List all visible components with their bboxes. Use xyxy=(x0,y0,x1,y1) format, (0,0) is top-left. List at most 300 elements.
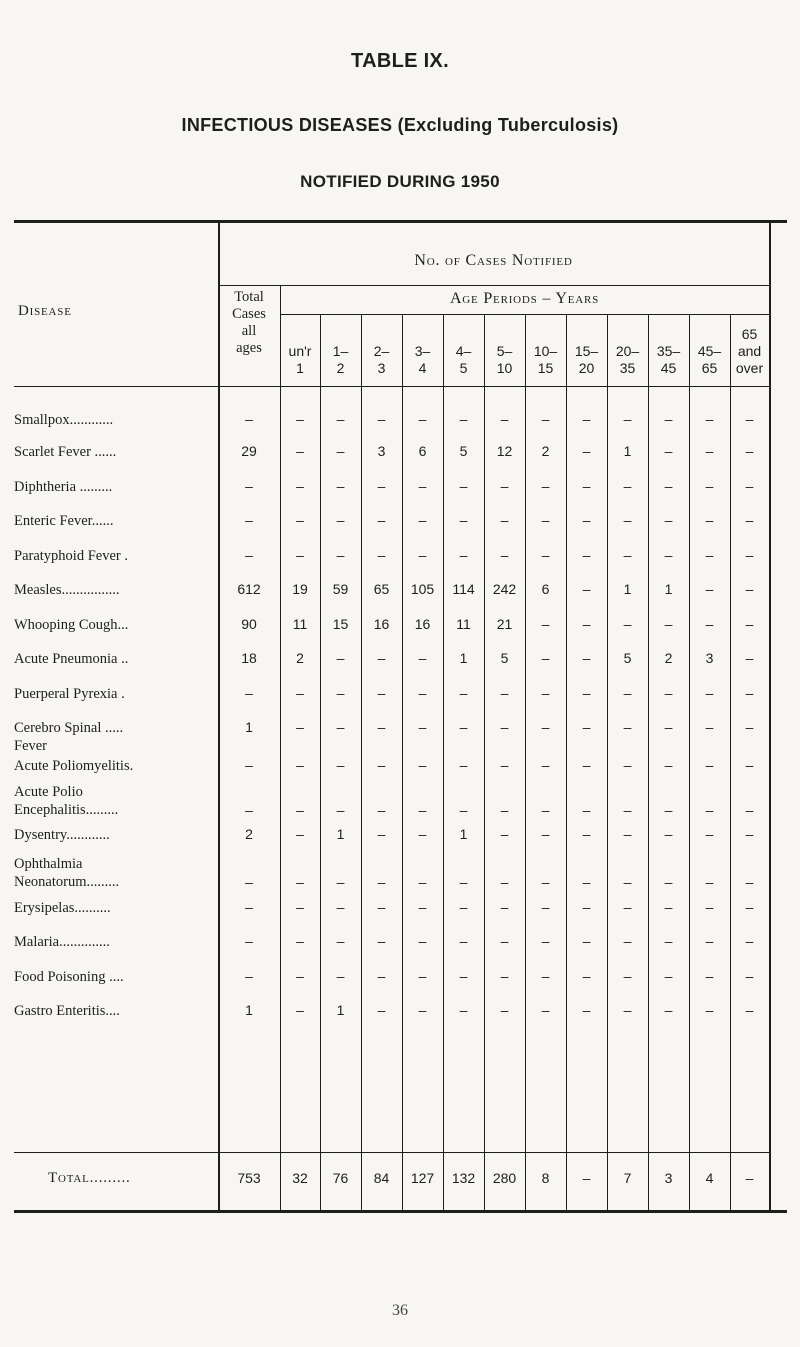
table-cell: – xyxy=(705,826,714,842)
disease-name-line: Dysentry............ xyxy=(14,827,110,843)
table-cell: – xyxy=(705,719,714,735)
table-cell: – xyxy=(418,826,427,842)
table-cell: – xyxy=(245,685,253,701)
table-cell: 15 xyxy=(332,616,349,632)
table-cell: 1 xyxy=(459,826,468,842)
table-cell: – xyxy=(418,802,427,818)
table-cell: – xyxy=(623,933,632,949)
table-cell: – xyxy=(582,581,591,597)
table-cell: – xyxy=(745,933,754,949)
horizontal-rule xyxy=(14,386,770,387)
age-label-line: 35– xyxy=(656,343,681,359)
table-cell: – xyxy=(745,802,754,818)
table-cell: – xyxy=(459,899,468,915)
table-cell: – xyxy=(745,581,754,597)
table-cell: – xyxy=(377,899,386,915)
table-cell: – xyxy=(541,899,550,915)
disease-name-line: Cerebro Spinal ..... xyxy=(14,720,124,736)
table-cell: – xyxy=(541,802,550,818)
table-cell: – xyxy=(377,826,386,842)
table-cell: – xyxy=(296,512,304,528)
age-label-line: 15– xyxy=(574,343,599,359)
table-cell: – xyxy=(664,685,673,701)
disease-name-line: Puerperal Pyrexia . xyxy=(14,686,125,702)
table-cell: – xyxy=(245,547,253,563)
table-cell: – xyxy=(582,968,591,984)
disease-name xyxy=(14,685,214,703)
table-cell: – xyxy=(623,1002,632,1018)
table-cell: – xyxy=(418,685,427,701)
table-cell: – xyxy=(664,802,673,818)
table-cell: – xyxy=(245,899,253,915)
age-label-line: and xyxy=(737,343,762,359)
total-cell: 127 xyxy=(410,1170,435,1186)
vertical-rule xyxy=(769,222,771,1210)
table-cell: – xyxy=(745,650,754,666)
table-cell: – xyxy=(418,968,427,984)
age-label-line: 45– xyxy=(697,343,722,359)
table-cell: – xyxy=(582,616,591,632)
table-cell: – xyxy=(336,512,345,528)
table-cell: – xyxy=(459,512,468,528)
total-header-line: Total xyxy=(234,289,264,305)
table-cell: – xyxy=(245,411,253,427)
table-cell: – xyxy=(745,1002,754,1018)
age-column-10 xyxy=(648,343,689,377)
disease-name xyxy=(14,512,214,530)
table-cell: – xyxy=(296,826,304,842)
age-label-line: 4– xyxy=(455,343,472,359)
table-cell: – xyxy=(459,933,468,949)
table-cell: – xyxy=(500,933,509,949)
table-cell: – xyxy=(582,478,591,494)
table-cell: – xyxy=(582,650,591,666)
age-label-line: 65 xyxy=(701,360,718,376)
table-cell: – xyxy=(377,685,386,701)
table-cell: – xyxy=(664,874,673,890)
table-cell: – xyxy=(500,512,509,528)
table-cell: – xyxy=(500,826,509,842)
table-cell: – xyxy=(459,411,468,427)
table-cell: 90 xyxy=(241,616,257,632)
cases-notified-header: No. of Cases Notified xyxy=(414,252,573,269)
table-cell: – xyxy=(500,802,509,818)
table-cell: 29 xyxy=(241,443,257,459)
table-cell: – xyxy=(418,933,427,949)
disease-name xyxy=(14,478,214,496)
table-cell: 1 xyxy=(336,826,345,842)
disease-name xyxy=(14,650,214,668)
table-cell: – xyxy=(418,547,427,563)
table-cell: – xyxy=(582,719,591,735)
disease-name xyxy=(14,616,214,634)
total-cell: 84 xyxy=(373,1170,390,1186)
table-cell: – xyxy=(296,547,304,563)
table-cell: 16 xyxy=(373,616,390,632)
disease-name-line: Malaria.............. xyxy=(14,934,110,950)
table-cell: – xyxy=(500,478,509,494)
table-cell: – xyxy=(296,1002,304,1018)
disease-name xyxy=(14,783,214,819)
table-cell: – xyxy=(541,616,550,632)
table-cell: – xyxy=(623,411,632,427)
disease-name xyxy=(14,826,214,844)
table-cell: – xyxy=(336,547,345,563)
table-cell: – xyxy=(418,899,427,915)
age-periods-header: Age Periods – Years xyxy=(449,290,600,307)
table-cell: – xyxy=(296,968,304,984)
table-cell: – xyxy=(745,899,754,915)
table-cell: – xyxy=(418,411,427,427)
disease-column-header: Disease xyxy=(18,303,72,319)
table-cell: 5 xyxy=(459,443,468,459)
total-label: Total......... xyxy=(48,1170,131,1186)
table-cell: 2 xyxy=(664,650,673,666)
table-cell: – xyxy=(418,478,427,494)
table-cell: – xyxy=(623,616,632,632)
disease-name xyxy=(14,1002,214,1020)
table-cell: – xyxy=(541,1002,550,1018)
table-cell: – xyxy=(582,411,591,427)
age-label-line: 1 xyxy=(296,360,304,376)
age-column-11 xyxy=(689,343,730,377)
age-column-12 xyxy=(730,326,769,377)
age-label-line: 3– xyxy=(414,343,431,359)
table-cell: – xyxy=(245,478,253,494)
table-cell: – xyxy=(582,826,591,842)
table-cell: – xyxy=(500,874,509,890)
table-cell: – xyxy=(245,874,253,890)
table-cell: 11 xyxy=(292,616,308,632)
table-title: INFECTIOUS DISEASES (Excluding Tuberculosis) xyxy=(181,115,619,135)
table-cell: – xyxy=(541,685,550,701)
horizontal-rule xyxy=(14,1152,770,1153)
table-cell: – xyxy=(377,512,386,528)
table-cell: – xyxy=(418,874,427,890)
table-cell: 1 xyxy=(623,443,632,459)
table-cell: 2 xyxy=(541,443,550,459)
table-cell: 2 xyxy=(245,826,253,842)
table-cell: – xyxy=(500,685,509,701)
table-cell: 6 xyxy=(418,443,427,459)
age-column-5 xyxy=(443,343,484,377)
vertical-rule xyxy=(218,222,220,1210)
table-cell: – xyxy=(377,933,386,949)
table-cell: – xyxy=(541,933,550,949)
table-cell: – xyxy=(705,443,714,459)
table-cell: 1 xyxy=(664,581,673,597)
disease-name-line: Enteric Fever...... xyxy=(14,513,114,529)
age-column-7 xyxy=(525,343,566,377)
table-cell: – xyxy=(664,616,673,632)
table-cell: – xyxy=(459,685,468,701)
table-cell: – xyxy=(745,616,754,632)
table-cell: – xyxy=(418,650,427,666)
table-cell: – xyxy=(745,757,754,773)
table-cell: 3 xyxy=(705,650,714,666)
age-column-1 xyxy=(280,343,320,377)
table-cell: – xyxy=(418,719,427,735)
table-cell: 612 xyxy=(237,581,261,597)
table-cell: 19 xyxy=(292,581,308,597)
table-cell: 12 xyxy=(496,443,513,459)
table-cell: – xyxy=(541,411,550,427)
table-cell: – xyxy=(745,478,754,494)
table-cell: – xyxy=(459,968,468,984)
page-number: 36 xyxy=(392,1302,408,1319)
table-cell: – xyxy=(664,1002,673,1018)
disease-name-line: Erysipelas.......... xyxy=(14,900,111,916)
table-cell: – xyxy=(664,547,673,563)
table-cell: – xyxy=(296,685,304,701)
table-cell: – xyxy=(664,443,673,459)
table-cell: – xyxy=(582,933,591,949)
table-cell: – xyxy=(664,968,673,984)
table-cell: – xyxy=(459,757,468,773)
total-cell: 3 xyxy=(664,1170,673,1186)
table-cell: – xyxy=(664,826,673,842)
table-cell: – xyxy=(418,512,427,528)
age-label-line: 4 xyxy=(418,360,427,376)
table-cell: 242 xyxy=(492,581,517,597)
table-cell: – xyxy=(336,802,345,818)
table-cell: – xyxy=(705,757,714,773)
table-cell: – xyxy=(541,757,550,773)
total-cases-header xyxy=(218,289,280,357)
table-cell: 1 xyxy=(245,719,253,735)
table-cell: – xyxy=(500,1002,509,1018)
table-cell: – xyxy=(582,547,591,563)
table-cell: – xyxy=(500,719,509,735)
table-cell: – xyxy=(582,685,591,701)
table-cell: – xyxy=(705,616,714,632)
total-header-line: all xyxy=(241,323,257,339)
table-cell: – xyxy=(459,478,468,494)
table-cell: 5 xyxy=(500,650,509,666)
table-cell: – xyxy=(745,968,754,984)
age-column-9 xyxy=(607,343,648,377)
disease-name-line: Encephalitis......... xyxy=(14,802,119,818)
table-cell: – xyxy=(745,719,754,735)
table-cell: – xyxy=(336,874,345,890)
table-cell: – xyxy=(705,411,714,427)
table-cell: – xyxy=(541,547,550,563)
table-number: TABLE IX. xyxy=(351,50,449,72)
table-cell: 18 xyxy=(241,650,257,666)
table-cell: – xyxy=(377,719,386,735)
age-column-2 xyxy=(320,343,361,377)
disease-name-line: Scarlet Fever ...... xyxy=(14,444,117,460)
disease-name-line: Fever xyxy=(14,738,48,754)
total-cell: – xyxy=(745,1170,754,1186)
table-cell: – xyxy=(705,512,714,528)
table-cell: – xyxy=(245,968,253,984)
table-cell: – xyxy=(582,757,591,773)
disease-name-line: Smallpox............ xyxy=(14,412,114,428)
table-cell: – xyxy=(582,512,591,528)
table-cell: – xyxy=(705,547,714,563)
table-subtitle: NOTIFIED DURING 1950 xyxy=(300,172,500,191)
table-cell: – xyxy=(336,443,345,459)
table-cell: – xyxy=(705,1002,714,1018)
disease-name-line: Measles................ xyxy=(14,582,120,598)
table-cell: – xyxy=(336,899,345,915)
table-cell: – xyxy=(623,512,632,528)
table-cell: – xyxy=(664,757,673,773)
age-label-line: 15 xyxy=(537,360,554,376)
table-cell: 21 xyxy=(496,616,513,632)
age-label-line: 45 xyxy=(660,360,677,376)
table-cell: 6 xyxy=(541,581,550,597)
table-cell: – xyxy=(541,874,550,890)
age-label-line: over xyxy=(735,360,764,376)
table-cell: – xyxy=(500,547,509,563)
table-cell: – xyxy=(336,411,345,427)
disease-name xyxy=(14,581,214,599)
total-cell: – xyxy=(582,1170,591,1186)
disease-name-line: Acute Poliomyelitis. xyxy=(14,758,134,774)
age-label-line: 35 xyxy=(619,360,636,376)
table-cell: – xyxy=(296,757,304,773)
table-cell: – xyxy=(296,719,304,735)
table-cell: – xyxy=(705,874,714,890)
table-cell: – xyxy=(623,719,632,735)
table-cell: – xyxy=(245,933,253,949)
total-cell: 8 xyxy=(541,1170,550,1186)
table-cell: – xyxy=(582,443,591,459)
table-cell: – xyxy=(418,1002,427,1018)
age-label-line: 5– xyxy=(496,343,513,359)
table-cell: 11 xyxy=(456,616,471,632)
disease-name xyxy=(14,719,214,755)
table-cell: – xyxy=(623,547,632,563)
table-cell: – xyxy=(296,933,304,949)
table-cell: – xyxy=(377,802,386,818)
disease-name-line: Paratyphoid Fever . xyxy=(14,548,128,564)
age-label-line: 10 xyxy=(496,360,513,376)
total-cell: 753 xyxy=(237,1170,261,1186)
table-cell: – xyxy=(500,968,509,984)
disease-name-line: Diphtheria ......... xyxy=(14,479,113,495)
table-cell: – xyxy=(459,719,468,735)
table-cell: – xyxy=(459,874,468,890)
table-cell: – xyxy=(705,802,714,818)
table-cell: – xyxy=(336,650,345,666)
disease-name-line: Gastro Enteritis.... xyxy=(14,1003,120,1019)
table-cell: – xyxy=(705,581,714,597)
disease-name-line: Acute Pneumonia .. xyxy=(14,651,129,667)
table-cell: – xyxy=(377,757,386,773)
disease-name xyxy=(14,968,214,986)
table-cell: – xyxy=(664,719,673,735)
table-cell: – xyxy=(459,1002,468,1018)
disease-name xyxy=(14,547,214,565)
age-label-line: 20 xyxy=(578,360,595,376)
table-cell: – xyxy=(500,899,509,915)
table-cell: – xyxy=(336,478,345,494)
table-cell: – xyxy=(377,411,386,427)
table-cell: 2 xyxy=(296,650,304,666)
total-cell: 7 xyxy=(623,1170,632,1186)
disease-name-line: Food Poisoning .... xyxy=(14,969,124,985)
age-label-line: 10– xyxy=(533,343,558,359)
table-cell: – xyxy=(336,933,345,949)
total-cell: 32 xyxy=(292,1170,308,1186)
table-cell: 65 xyxy=(373,581,390,597)
disease-name-line: Whooping Cough... xyxy=(14,617,129,633)
disease-name xyxy=(14,899,214,917)
table-cell: – xyxy=(745,547,754,563)
table-cell: – xyxy=(745,874,754,890)
table-cell: – xyxy=(745,826,754,842)
disease-name-line: Neonatorum......... xyxy=(14,874,120,890)
table-cell: – xyxy=(705,685,714,701)
table-cell: – xyxy=(623,899,632,915)
total-header-line: ages xyxy=(236,340,262,356)
table-cell: – xyxy=(296,899,304,915)
table-cell: – xyxy=(664,411,673,427)
table-cell: – xyxy=(377,478,386,494)
table-cell: – xyxy=(336,685,345,701)
table-cell: – xyxy=(745,411,754,427)
table-cell: – xyxy=(623,874,632,890)
table-cell: – xyxy=(582,802,591,818)
table-cell: – xyxy=(664,512,673,528)
table-cell: 3 xyxy=(377,443,386,459)
age-label-line: 2– xyxy=(373,343,390,359)
disease-name xyxy=(14,933,214,951)
table-cell: – xyxy=(296,443,304,459)
table-cell: – xyxy=(745,443,754,459)
table-cell: – xyxy=(500,757,509,773)
age-label-line: 2 xyxy=(336,360,345,376)
total-header-line: Cases xyxy=(232,306,266,322)
disease-name xyxy=(14,757,214,775)
age-column-4 xyxy=(402,343,443,377)
table-cell: – xyxy=(541,968,550,984)
table-cell: – xyxy=(245,512,253,528)
table-cell: 5 xyxy=(623,650,632,666)
disease-name-line: Ophthalmia xyxy=(14,856,83,872)
table-cell: – xyxy=(296,478,304,494)
age-label-line: 3 xyxy=(377,360,386,376)
age-label-line: 20– xyxy=(615,343,640,359)
table-cell: 1 xyxy=(623,581,632,597)
table-cell: – xyxy=(705,899,714,915)
table-cell: – xyxy=(623,478,632,494)
table-cell: – xyxy=(377,547,386,563)
total-cell: 4 xyxy=(705,1170,714,1186)
age-column-8 xyxy=(566,343,607,377)
table-cell: – xyxy=(500,411,509,427)
table-cell: 1 xyxy=(245,1002,253,1018)
total-cell: 280 xyxy=(492,1170,517,1186)
table-cell: – xyxy=(623,802,632,818)
table-cell: – xyxy=(705,968,714,984)
table-cell: – xyxy=(459,802,468,818)
horizontal-rule xyxy=(218,285,769,286)
table-cell: – xyxy=(245,757,253,773)
disease-name xyxy=(14,443,214,461)
disease-name-line: Acute Polio xyxy=(14,784,83,800)
table-cell: – xyxy=(664,933,673,949)
total-cell: 76 xyxy=(332,1170,349,1186)
table-cell: – xyxy=(745,685,754,701)
age-label-line: un'r xyxy=(288,343,312,359)
table-cell: – xyxy=(377,874,386,890)
table-cell: – xyxy=(336,719,345,735)
table-cell: – xyxy=(296,874,304,890)
